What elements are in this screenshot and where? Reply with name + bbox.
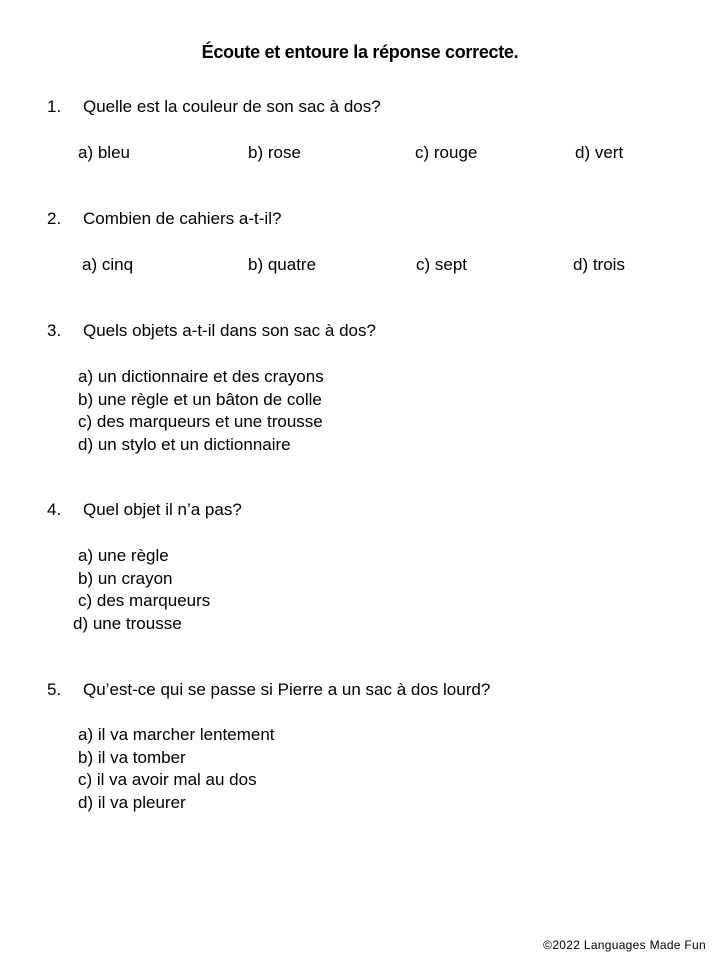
- option-a[interactable]: a) un dictionnaire et des crayons: [78, 367, 324, 386]
- option-d[interactable]: d) vert: [575, 143, 624, 162]
- question-text: Quel objet il n’a pas?: [83, 500, 242, 519]
- question-5-options: [78, 724, 275, 814]
- question-4-options: [73, 545, 211, 635]
- question-number: 5.: [47, 680, 62, 699]
- option-d[interactable]: d) une trousse: [73, 613, 182, 633]
- option-c[interactable]: c) il va avoir mal au dos: [78, 770, 257, 789]
- question-number: 1.: [47, 97, 62, 116]
- option-b[interactable]: b) il va tomber: [78, 747, 186, 767]
- option-d[interactable]: d) un stylo et un dictionnaire: [78, 434, 291, 454]
- option-a[interactable]: a) cinq: [82, 255, 134, 274]
- question-text: Quelle est la couleur de son sac à dos?: [83, 97, 381, 116]
- option-c[interactable]: c) sept: [416, 255, 468, 274]
- option-a[interactable]: a) bleu: [78, 143, 130, 162]
- question-3-options: [78, 366, 324, 456]
- question-number: 3.: [47, 321, 62, 340]
- option-c[interactable]: c) des marqueurs et une trousse: [78, 412, 323, 431]
- option-b[interactable]: b) un crayon: [78, 568, 173, 588]
- option-c[interactable]: c) des marqueurs: [78, 591, 211, 610]
- option-b[interactable]: b) rose: [248, 143, 301, 162]
- option-d[interactable]: d) trois: [573, 255, 625, 274]
- option-a[interactable]: a) une règle: [78, 546, 169, 565]
- question-number: 4.: [47, 500, 62, 519]
- question-number: 2.: [47, 209, 62, 228]
- option-b[interactable]: b) une règle et un bâton de colle: [78, 389, 322, 409]
- copyright-footer: ©2022 Languages Made Fun: [543, 938, 706, 952]
- question-text: Quels objets a-t-il dans son sac à dos?: [83, 321, 376, 340]
- option-a[interactable]: a) il va marcher lentement: [78, 725, 275, 744]
- question-text: Combien de cahiers a-t-il?: [83, 209, 282, 228]
- option-d[interactable]: d) il va pleurer: [78, 792, 186, 812]
- question-text: Qu’est-ce qui se passe si Pierre a un sac à dos lourd?: [83, 680, 491, 699]
- question-4: [47, 500, 242, 520]
- option-c[interactable]: c) rouge: [415, 143, 478, 162]
- worksheet-title: Écoute et entoure la réponse correcte.: [201, 42, 519, 62]
- question-3: [47, 321, 376, 341]
- question-2: [47, 209, 281, 229]
- question-5: [47, 680, 490, 700]
- question-1: [47, 97, 381, 117]
- option-b[interactable]: b) quatre: [248, 255, 317, 274]
